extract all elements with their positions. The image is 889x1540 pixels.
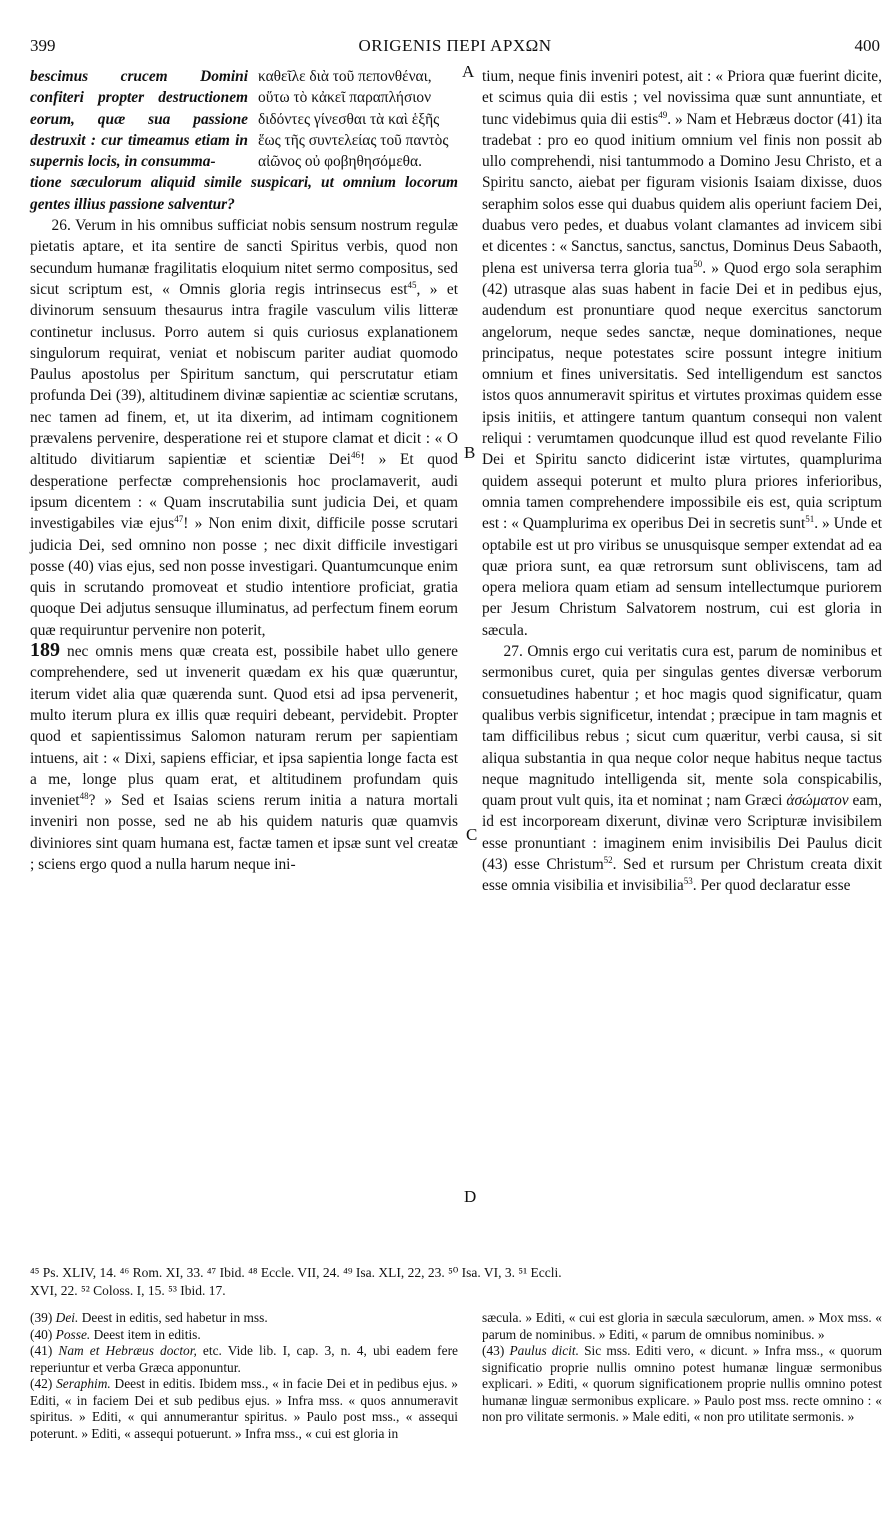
footnote-ref-46: 46: [350, 450, 360, 461]
right-text-d: . » Unde et optabile est ut pro viribus se unusquisque semper extendat ad ea quæ priora sunt, ea quæ retrorsum sunt obliviscens, tam ad opera meliora quam etiam ad sensum intellectumque puriorem per Jesum Christum Salvatorem nostrum, cui est gloria in sæcula.: [482, 515, 882, 639]
greek-word: ἀσώματον: [786, 792, 849, 810]
footnote-ref-47: 47: [174, 514, 184, 525]
para26-text-f: ? » Sed et Isaias sciens rerum initia a natura mortali inveniri non posse, sed ne ab his quidem naturis quæ quamvis diviniores sint quam humana est, factæ tamen et ipsæ sunt vel creatæ ; sciens ergo quod a nulla harum neque ini-: [30, 792, 458, 873]
note-label: (42): [30, 1376, 53, 1391]
note-43: [482, 1343, 882, 1426]
intro-continuation: tione sæculorum aliquid simile suspicari, ut omnium locorum gentes illius passione salventur?: [30, 174, 458, 213]
para27-text-b: eam, id est incorpoream dixerunt, divinæ vero Scripturæ invisibilem esse pronuntiant : imaginem enim invisibilis Dei Paulus dicit (43) esse Christum: [482, 792, 882, 873]
notes-left: [30, 1310, 458, 1442]
note-42-continued: sæcula. » Editi, « cui est gloria in sæcula sæculorum, amen. » Mox mss. « parum de nominibus. » Editi, « parum de omnibus nominibus. »: [482, 1310, 882, 1342]
note-text: Deest in editis, sed habetur in mss.: [81, 1310, 268, 1325]
right-text-b: . » Nam et Hebræus doctor (41) ita tradebat : pro eo quod initium omnium vel finis non possit ab ullo comprehendi, nisi tantummodo a Domino Jesu Christo, et a Spiritu sancto, aiebat per figuram visionis Isaiam dixisse, duos seraphim solos esse qui duabus quidem alis operiunt faciem Dei, duabus vero pedes, et duabus volant clamantes ad invicem sibi et dicentes : « Sanctus, sanctus, sanctus, Dominus Deus Sabaoth, plena est universa terra gloria tua: [482, 110, 882, 277]
left-column: [30, 66, 458, 875]
footnote-ref-51: 51: [805, 514, 815, 525]
page-number-right: 400: [854, 36, 880, 55]
note-key: Posse.: [55, 1326, 91, 1342]
note-key: Nam et Hebræus doctor,: [58, 1343, 197, 1358]
running-title: ORIGENIS ΠΕΡΙ ΑΡΧΩΝ: [358, 36, 552, 55]
references-line-1: ⁴⁵ Ps. XLIV, 14. ⁴⁶ Rom. XI, 33. ⁴⁷ Ibid. ⁴⁸ Eccle. VII, 24. ⁴⁹ Isa. XLI, 22, 23. ⁵⁰ Isa. VI, 3. ⁵¹ Eccli.: [30, 1265, 562, 1280]
note-key: Seraphim.: [56, 1376, 111, 1391]
para26-text-c: ! » Et quod desperatione perfectæ comprehensionis hoc proclamaverit, audi ipsum dicentem : « Quam inscrutabilia sunt judicia Dei, et quam investigabiles viæ ejus: [30, 451, 458, 533]
note-text: etc. Vide lib. I, cap. 3, n. 4, ubi eadem fere reperiuntur et verba Græca apponuntur.: [30, 1343, 458, 1375]
para26-text-d: ! » Non enim dixit, difficile posse scrutari judicia Dei, sed omnino non posse ; nec dixit difficile investigari posse (40) vias ejus, sed non posse investigari. Quantumcunque enim quis in scrutando promoveat et studio intentiore proficiat, gratia quoque Dei adjutus sensuque illuminatus, ad perfectum finem eorum quæ requiruntur pervenire non poterit,: [30, 515, 459, 639]
right-text-c: . » Quod ergo sola seraphim (42) utrasque alas suas habent in facie Dei et in pedibus ejus, audendum est pronuntiare quod neque exercitus sanctorum angelorum, neque sedes sanctæ, neque dominationes, neque principatus, neque potestates scire possunt integre initium omnium et fines universitatis. Sed intelligendum est sanctos istos quos annumeravit spiritus et virtutes proximas quidem esse ipsis initiis, et attingere tantum quantum consequi non valent reliqui : verumtamen quodcunque illud est quod revelante Filio Dei et Spiritu sancto didicerint istæ virtutes, quamplurima quidem assequi poterunt et multo plura priores inferioribus, omnia tamen comprehendere impossibile eis est, quia scriptum est : « Quamplurima ex operibus Dei in secretis sunt: [482, 259, 882, 533]
scripture-references: [30, 1264, 882, 1300]
paragraph-26: [30, 215, 458, 875]
note-key: Paulus dicit.: [509, 1343, 579, 1358]
page-number-left: 399: [30, 36, 56, 55]
note-label: (41): [30, 1343, 53, 1358]
continued-paragraph: [482, 66, 882, 641]
right-column: [482, 66, 882, 897]
para26-text-b: , » et divinorum sensuum thesaurus intra fragile vasculum vilis litteræ continetur inclusus. Porro autem si quis curiosus explanationem singulorum requirat, veniat et nobiscum pariter audiat quomodo Paulus apostolus per Spiritum sanctum, qui perscrutatur etiam profunda Dei (39), altitudinem divinæ sapientiæ ac scientiæ scrutans, nec tamen ad finem, et, ut ita dixerim, ad intimam cognitionem prævalens pervenire, desperatione rei et stupore clamat et dicit : « O altitudo divitiarum sapientiæ et scientiæ Dei: [30, 280, 458, 469]
paragraph-27: [482, 641, 882, 897]
footnote-ref-49: 49: [658, 109, 668, 120]
note-key: Dei.: [55, 1310, 79, 1325]
para27-text-d: . Per quod declaratur esse: [692, 877, 851, 895]
right-text-a: tium, neque finis inveniri potest, ait : « Priora quæ fuerint dicite, et scimus quia dii estis ; vel novissima quæ sunt annuntiate, et tunc videbimus quia dii estis: [482, 68, 882, 128]
note-40: [30, 1327, 458, 1344]
margin-letter-d: D: [464, 1187, 477, 1206]
footnote-ref-52: 52: [603, 854, 613, 865]
margin-letter-a: A: [462, 62, 475, 81]
para27-text-a: 27. Omnis ergo cui veritatis cura est, parum de nominibus et sermonibus curet, quia per singulas gentes diversæ verborum consuetudines habentur ; et hoc magis quod significatur, quam qualibus verbis significetur, intendat ; præcipue in tam magnis et tam difficilibus rebus ; sicut cum quæritur, verbi causa, si sit aliqua substantia in qua neque color neque habitus neque tactus neque magnitudo intelligenda sit, mente sola conspicabilis, quam prout vult quis, ita et nominat ; nam Græci: [482, 643, 882, 810]
note-text: Deest in editis. Ibidem mss., « in facie Dei et in pedibus ejus. » Editi, « in faciem Dei et sub pedibus ejus. » Infra mss. « quos annumeravit spiritus. » Editi, « qui annumerantur spiritus. » Paulo post mss., « assequi poterunt. » Editi, « assequi potuerunt. » Infra mss., « cui est gloria in: [30, 1376, 458, 1441]
margin-letter-b: B: [464, 443, 476, 462]
references-line-2: XVI, 22. ⁵² Coloss. I, 15. ⁵³ Ibid. 17.: [30, 1283, 226, 1298]
note-label: (40): [30, 1326, 53, 1342]
page-marker: 189: [30, 639, 60, 662]
footnote-ref-53: 53: [683, 876, 693, 887]
note-41: [30, 1343, 458, 1376]
para26-text-e: nec omnis mens quæ creata est, possibile habet ullo genere comprehendere, sed ut invenerit quædam ex his quæ quæruntur, iterum videt alia quæ quærenda sunt. Quod etsi ad ipsa pervenerit, multo iterum plura ex illis quæ requiri debeant, pervidebit. Propter quod et sapientissimus Salomon naturam rerum per sapientiam intuens, ait : « Dixi, sapiens efficiar, et ipsa sapientia longe facta est a me, longe plus quam erat, et altitudinem profundam quis inveniet: [30, 643, 458, 810]
footnote-ref-45: 45: [407, 279, 417, 290]
note-42: [30, 1376, 458, 1442]
note-39: [30, 1310, 458, 1327]
intro-greek: καθεῖλε διὰ τοῦ πεπονθέναι, οὕτω τὸ κἀκεῖ παραπλήσιον διδόντες γίνεσθαι τὰ καὶ ἑξῆς ἕως τῆς συντελείας τοῦ παντὸς αἰῶνος οὐ φοβηθησόμεθα.: [258, 68, 449, 171]
para27-text-c: . Sed et rursum per Christum creata dixit esse omnia visibilia et invisibilia: [482, 855, 882, 895]
intro-latin: bescimus crucem Domini confiteri propter destructionem eorum, quæ sua passione destruxit : cur timeamus etiam in supernis locis, in consumma-: [30, 68, 248, 171]
page-header: [30, 36, 880, 58]
note-text: Sic mss. Editi vero, « dicunt. » Infra mss., « quorum significatio proprie nullis omnino potest humanæ linguæ sermonibus explicari. » Editi, « quorum significationem proprie nullis omnino potest humanæ linguæ sermonibus explicare. » Paulo post mss. recte omnino : « non pro vilitate sermonis. » Male editi, « non pro utilitate sermonis. »: [482, 1343, 882, 1424]
para26-text-a: 26. Verum in his omnibus sufficiat nobis sensum nostrum regulæ pietatis aptare, et ita sentire de sancti Spiritus verbis, quod non secundum humanæ fragilitatis eloquium nitet sermo compositus, sed sicut scriptum est, « Omnis gloria regis intrinsecus est: [30, 217, 458, 298]
note-label: (39): [30, 1310, 53, 1325]
notes-right: [482, 1310, 882, 1426]
footnote-ref-48: 48: [79, 790, 89, 801]
intro-block: [30, 66, 458, 172]
note-label: (43): [482, 1343, 505, 1358]
footnote-ref-50: 50: [693, 258, 703, 269]
note-text: Deest item in editis.: [93, 1326, 201, 1342]
margin-letter-c: C: [466, 825, 478, 844]
